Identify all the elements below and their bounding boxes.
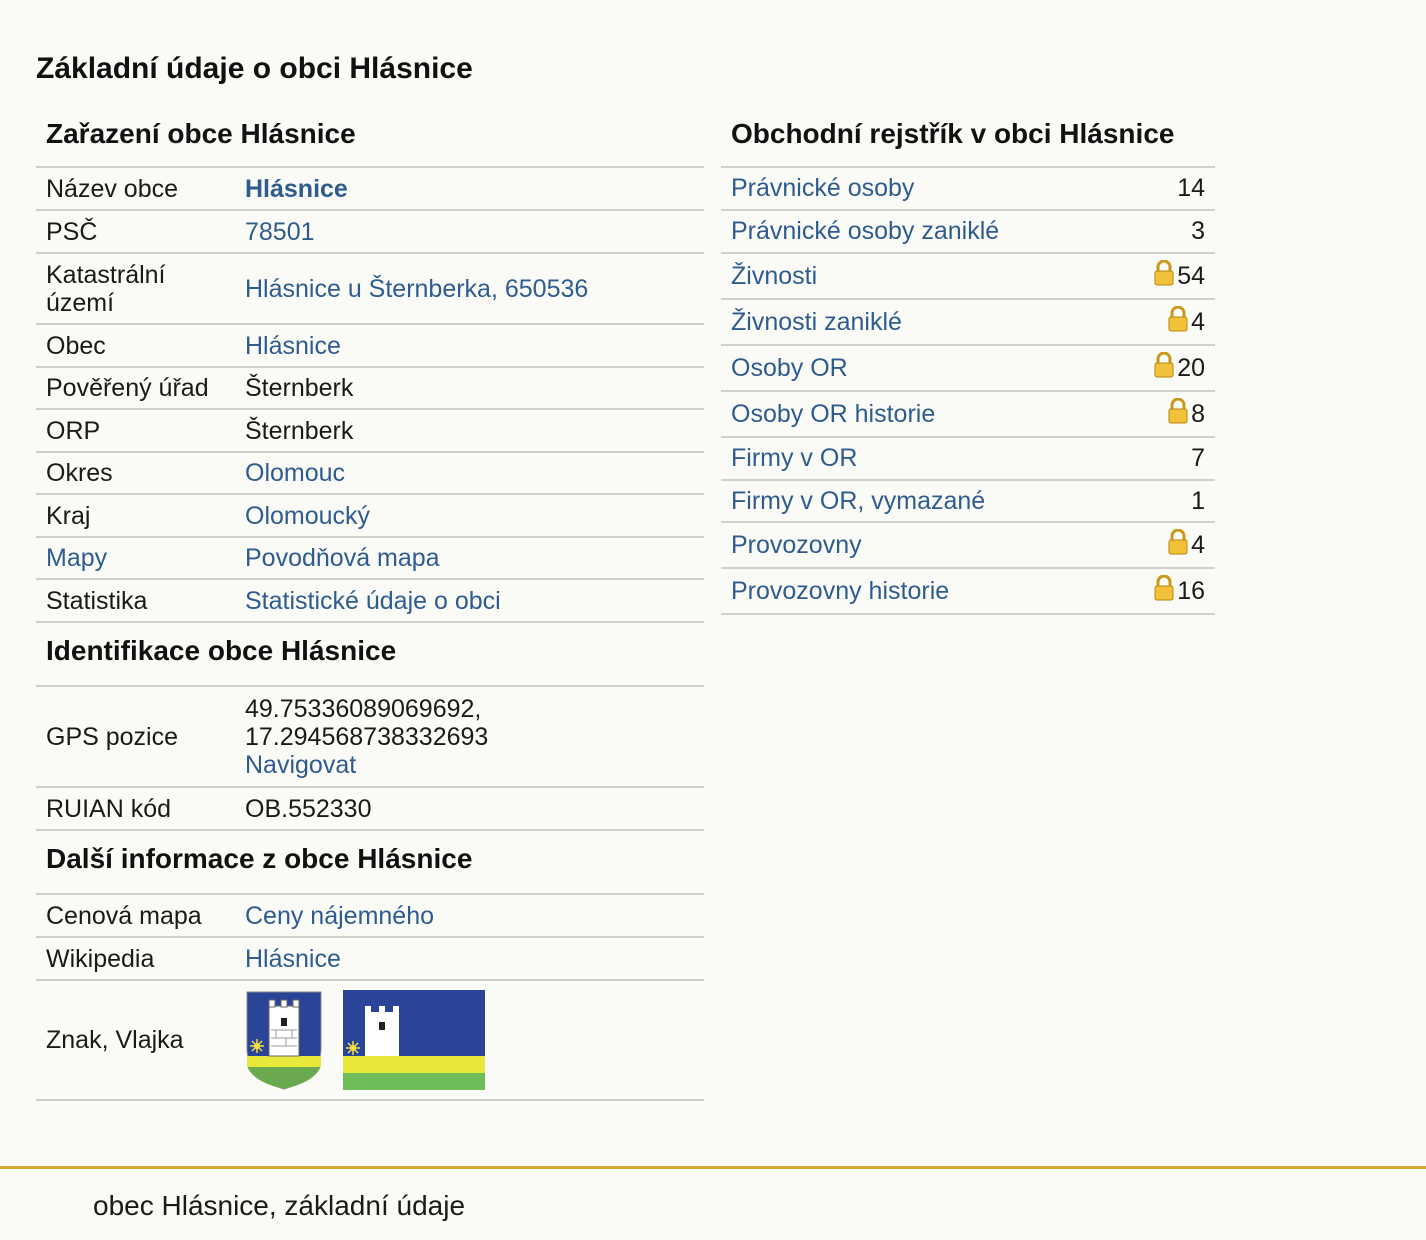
dalsi-table [36,895,704,1101]
left-column [36,106,704,1101]
table-row [36,367,704,409]
pravnicke-osoby-zanikle-link[interactable]: Právnické osoby zaniklé [731,217,1000,245]
lock-icon [1168,398,1188,431]
katastralni-uzemi-link[interactable]: Hlásnice u Šternberka, 650536 [245,274,589,303]
mapy-link[interactable]: Mapy [46,544,108,572]
count-value: 3 [1118,210,1215,253]
navigovat-link[interactable]: Navigovat [245,750,357,779]
table-row [36,980,704,1100]
count-value: 4 [1191,530,1205,559]
cenova-mapa-label: Cenová mapa [36,895,235,937]
orp-value: Šternberk [235,409,704,452]
table-row [721,522,1215,568]
lock-icon [1154,575,1174,608]
firmy-v-or-link[interactable]: Firmy v OR [731,444,858,472]
okres-link[interactable]: Olomouc [245,459,346,487]
table-row [721,345,1215,391]
ruian-value: OB.552330 [235,787,704,830]
firmy-v-or-vymazane-link[interactable]: Firmy v OR, vymazané [731,486,986,515]
count-value: 54 [1177,261,1205,290]
count-value: 8 [1191,399,1205,428]
wikipedia-link[interactable]: Hlásnice [245,944,341,973]
section-title-dalsi: Další informace z obce Hlásnice [36,831,704,895]
gps-longitude: 17.294568738332693 [245,722,489,751]
zivnosti-link[interactable]: Živnosti [731,261,818,290]
osoby-or-link[interactable]: Osoby OR [731,353,848,382]
table-row [721,210,1215,253]
gps-latitude: 49.75336089069692, [245,694,482,723]
obec-link[interactable]: Hlásnice [245,331,341,360]
table-row [721,568,1215,614]
provozovny-historie-link[interactable]: Provozovny historie [731,576,950,605]
ceny-najemneho-link[interactable]: Ceny nájemného [245,901,435,930]
count-value: 7 [1118,437,1215,480]
table-row [36,895,704,937]
row-label: Okres [36,452,235,494]
table-row [36,253,704,324]
row-label: Statistika [36,579,235,622]
nazev-obce-link[interactable]: Hlásnice [245,174,348,203]
povodnova-mapa-link[interactable]: Povodňová mapa [245,544,440,572]
table-row [721,437,1215,480]
count-value: 16 [1177,576,1205,605]
zarazeni-table [36,168,704,623]
povereny-urad-value: Šternberk [235,367,704,409]
flag-image[interactable] [343,990,485,1090]
lock-icon [1154,352,1174,385]
ruian-label: RUIAN kód [36,787,235,830]
gps-label: GPS pozice [36,687,235,787]
row-label: PSČ [36,210,235,253]
provozovny-link[interactable]: Provozovny [731,530,862,559]
table-row [36,937,704,980]
table-row [721,253,1215,299]
count-value: 4 [1191,307,1205,336]
count-value: 1 [1118,480,1215,522]
lock-icon [1154,260,1174,293]
row-label: Pověřený úřad [36,367,235,409]
row-label: Název obce [36,168,235,210]
wikipedia-label: Wikipedia [36,937,235,980]
row-label: Kraj [36,494,235,537]
count-value: 20 [1177,353,1205,382]
section-title-identifikace: Identifikace obce Hlásnice [36,623,704,687]
pravnicke-osoby-link[interactable]: Právnické osoby [731,174,915,202]
footer-text: obec Hlásnice, základní údaje [93,1190,466,1221]
zivnosti-zanikle-link[interactable]: Živnosti zaniklé [731,307,902,336]
table-row [36,409,704,452]
table-row [36,452,704,494]
row-label: Obec [36,324,235,367]
section-title-rejstrik: Obchodní rejstřík v obci Hlásnice [721,106,1215,168]
statistika-link[interactable]: Statistické údaje o obci [245,586,501,615]
right-column [721,106,1215,615]
table-row [36,787,704,830]
lock-icon [1168,306,1188,339]
row-label: ORP [36,409,235,452]
page-title: Základní údaje o obci Hlásnice [36,52,473,85]
table-row [721,480,1215,522]
coat-of-arms-image[interactable] [245,990,323,1090]
table-row [721,168,1215,210]
table-row [721,391,1215,437]
footer-divider [0,1166,1426,1169]
kraj-link[interactable]: Olomoucký [245,501,371,530]
table-row [721,299,1215,345]
table-row [36,210,704,253]
table-row [36,494,704,537]
section-title-zarazeni: Zařazení obce Hlásnice [36,106,704,168]
row-label: Katastrální území [36,253,235,324]
znak-vlajka-label: Znak, Vlajka [36,980,235,1100]
identifikace-table [36,687,704,831]
table-row [36,537,704,579]
table-row [36,324,704,367]
lock-icon [1168,529,1188,562]
table-row [36,168,704,210]
osoby-or-historie-link[interactable]: Osoby OR historie [731,399,936,428]
table-row [36,687,704,787]
rejstrik-table [721,168,1215,615]
psc-link[interactable]: 78501 [245,217,315,246]
count-value: 14 [1118,168,1215,210]
table-row [36,579,704,622]
